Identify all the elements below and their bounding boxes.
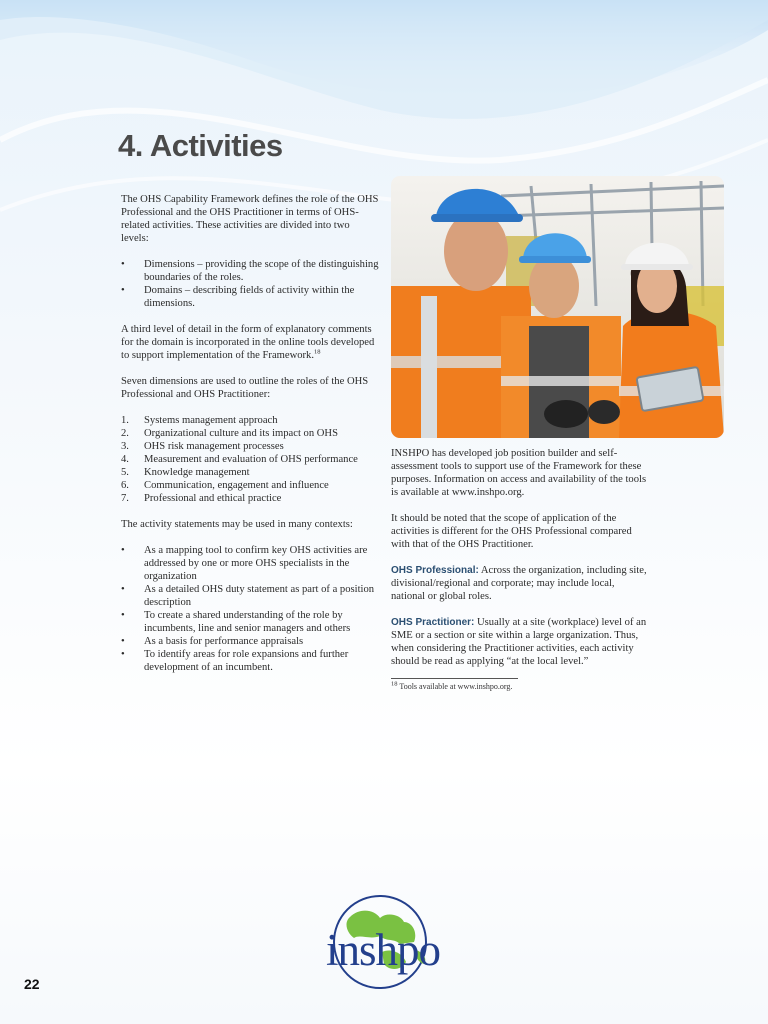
list-item: 5. Knowledge management: [121, 467, 250, 478]
list-item: • As a detailed OHS duty statement as part of a position description: [121, 584, 375, 608]
list-item: 6. Communication, engagement and influence: [121, 480, 329, 491]
practitioner-term: OHS Practitioner:: [391, 617, 475, 628]
list-item: 1. Systems management approach: [121, 415, 278, 426]
list-item: • As a basis for performance appraisals: [121, 636, 304, 647]
list-item: • To identify areas for role expansions and further development of an incumbent.: [121, 649, 349, 673]
right-column: [391, 447, 651, 681]
contexts-list: [121, 544, 379, 674]
footnote-divider: [391, 678, 518, 679]
professional-term: OHS Professional:: [391, 565, 479, 576]
safety-workers-image: [391, 176, 724, 438]
tools-paragraph: INSHPO has developed job position builder and self-assessment tools to support use of the Framework for these purposes. Information on access and availability of the tools is available at www.inshpo.org.: [391, 448, 647, 498]
inshpo-logo: [320, 892, 446, 992]
levels-list: [121, 258, 379, 310]
list-item: 3. OHS risk management processes: [121, 441, 284, 452]
page-number: 22: [24, 976, 40, 992]
third-level-paragraph: A third level of detail in the form of explanatory comments for the domain is incorporated in the online tools developed to support implementation of the Framework.$^{18}$: [121, 324, 375, 361]
practitioner-paragraph: OHS Practitioner: Usually at a site (workplace) level of an SME or a section or site within a large organization. Thus, when considering the Practitioner activities, each activity should be read as applying “at the local level.”: [391, 617, 647, 667]
list-item: 2. Organizational culture and its impact on OHS: [121, 428, 338, 439]
left-column: [121, 193, 379, 687]
professional-paragraph: OHS Professional: Across the organization, including site, divisional/regional and corporate; may include local, national or global roles.: [391, 565, 647, 602]
logo-wordmark: inshpo: [325, 925, 440, 975]
scope-paragraph: It should be noted that the scope of application of the activities is different for the OHS Professional compared with that of the OHS Practitioner.: [391, 513, 632, 550]
list-item: 4. Measurement and evaluation of OHS performance: [121, 454, 358, 465]
workers-photo: [391, 176, 724, 438]
footnote-reference: 18: [314, 348, 321, 356]
contexts-intro: The activity statements may be used in many contexts:: [121, 519, 353, 530]
dimensions-list: [121, 414, 379, 505]
list-item: • As a mapping tool to confirm key OHS activities are addressed by one or more OHS specialists in the organization: [121, 545, 368, 582]
intro-paragraph: The OHS Capability Framework defines the role of the OHS Professional and the OHS Practitioner in terms of OHS-related activities. These activities are divided into two levels:: [121, 194, 379, 244]
list-item: • Dimensions – providing the scope of the distinguishing boundaries of the roles.: [121, 259, 379, 283]
list-item: 7. Professional and ethical practice: [121, 493, 282, 504]
dimensions-intro: Seven dimensions are used to outline the roles of the OHS Professional and OHS Practitioner:: [121, 376, 369, 400]
footnote: $^{18}$ Tools available at www.inshpo.org.: [391, 680, 513, 691]
page-title: 4. Activities: [118, 128, 283, 163]
list-item: • To create a shared understanding of the role by incumbents, line and senior managers and others: [121, 610, 351, 634]
list-item: • Domains – describing fields of activity within the dimensions.: [121, 285, 355, 309]
